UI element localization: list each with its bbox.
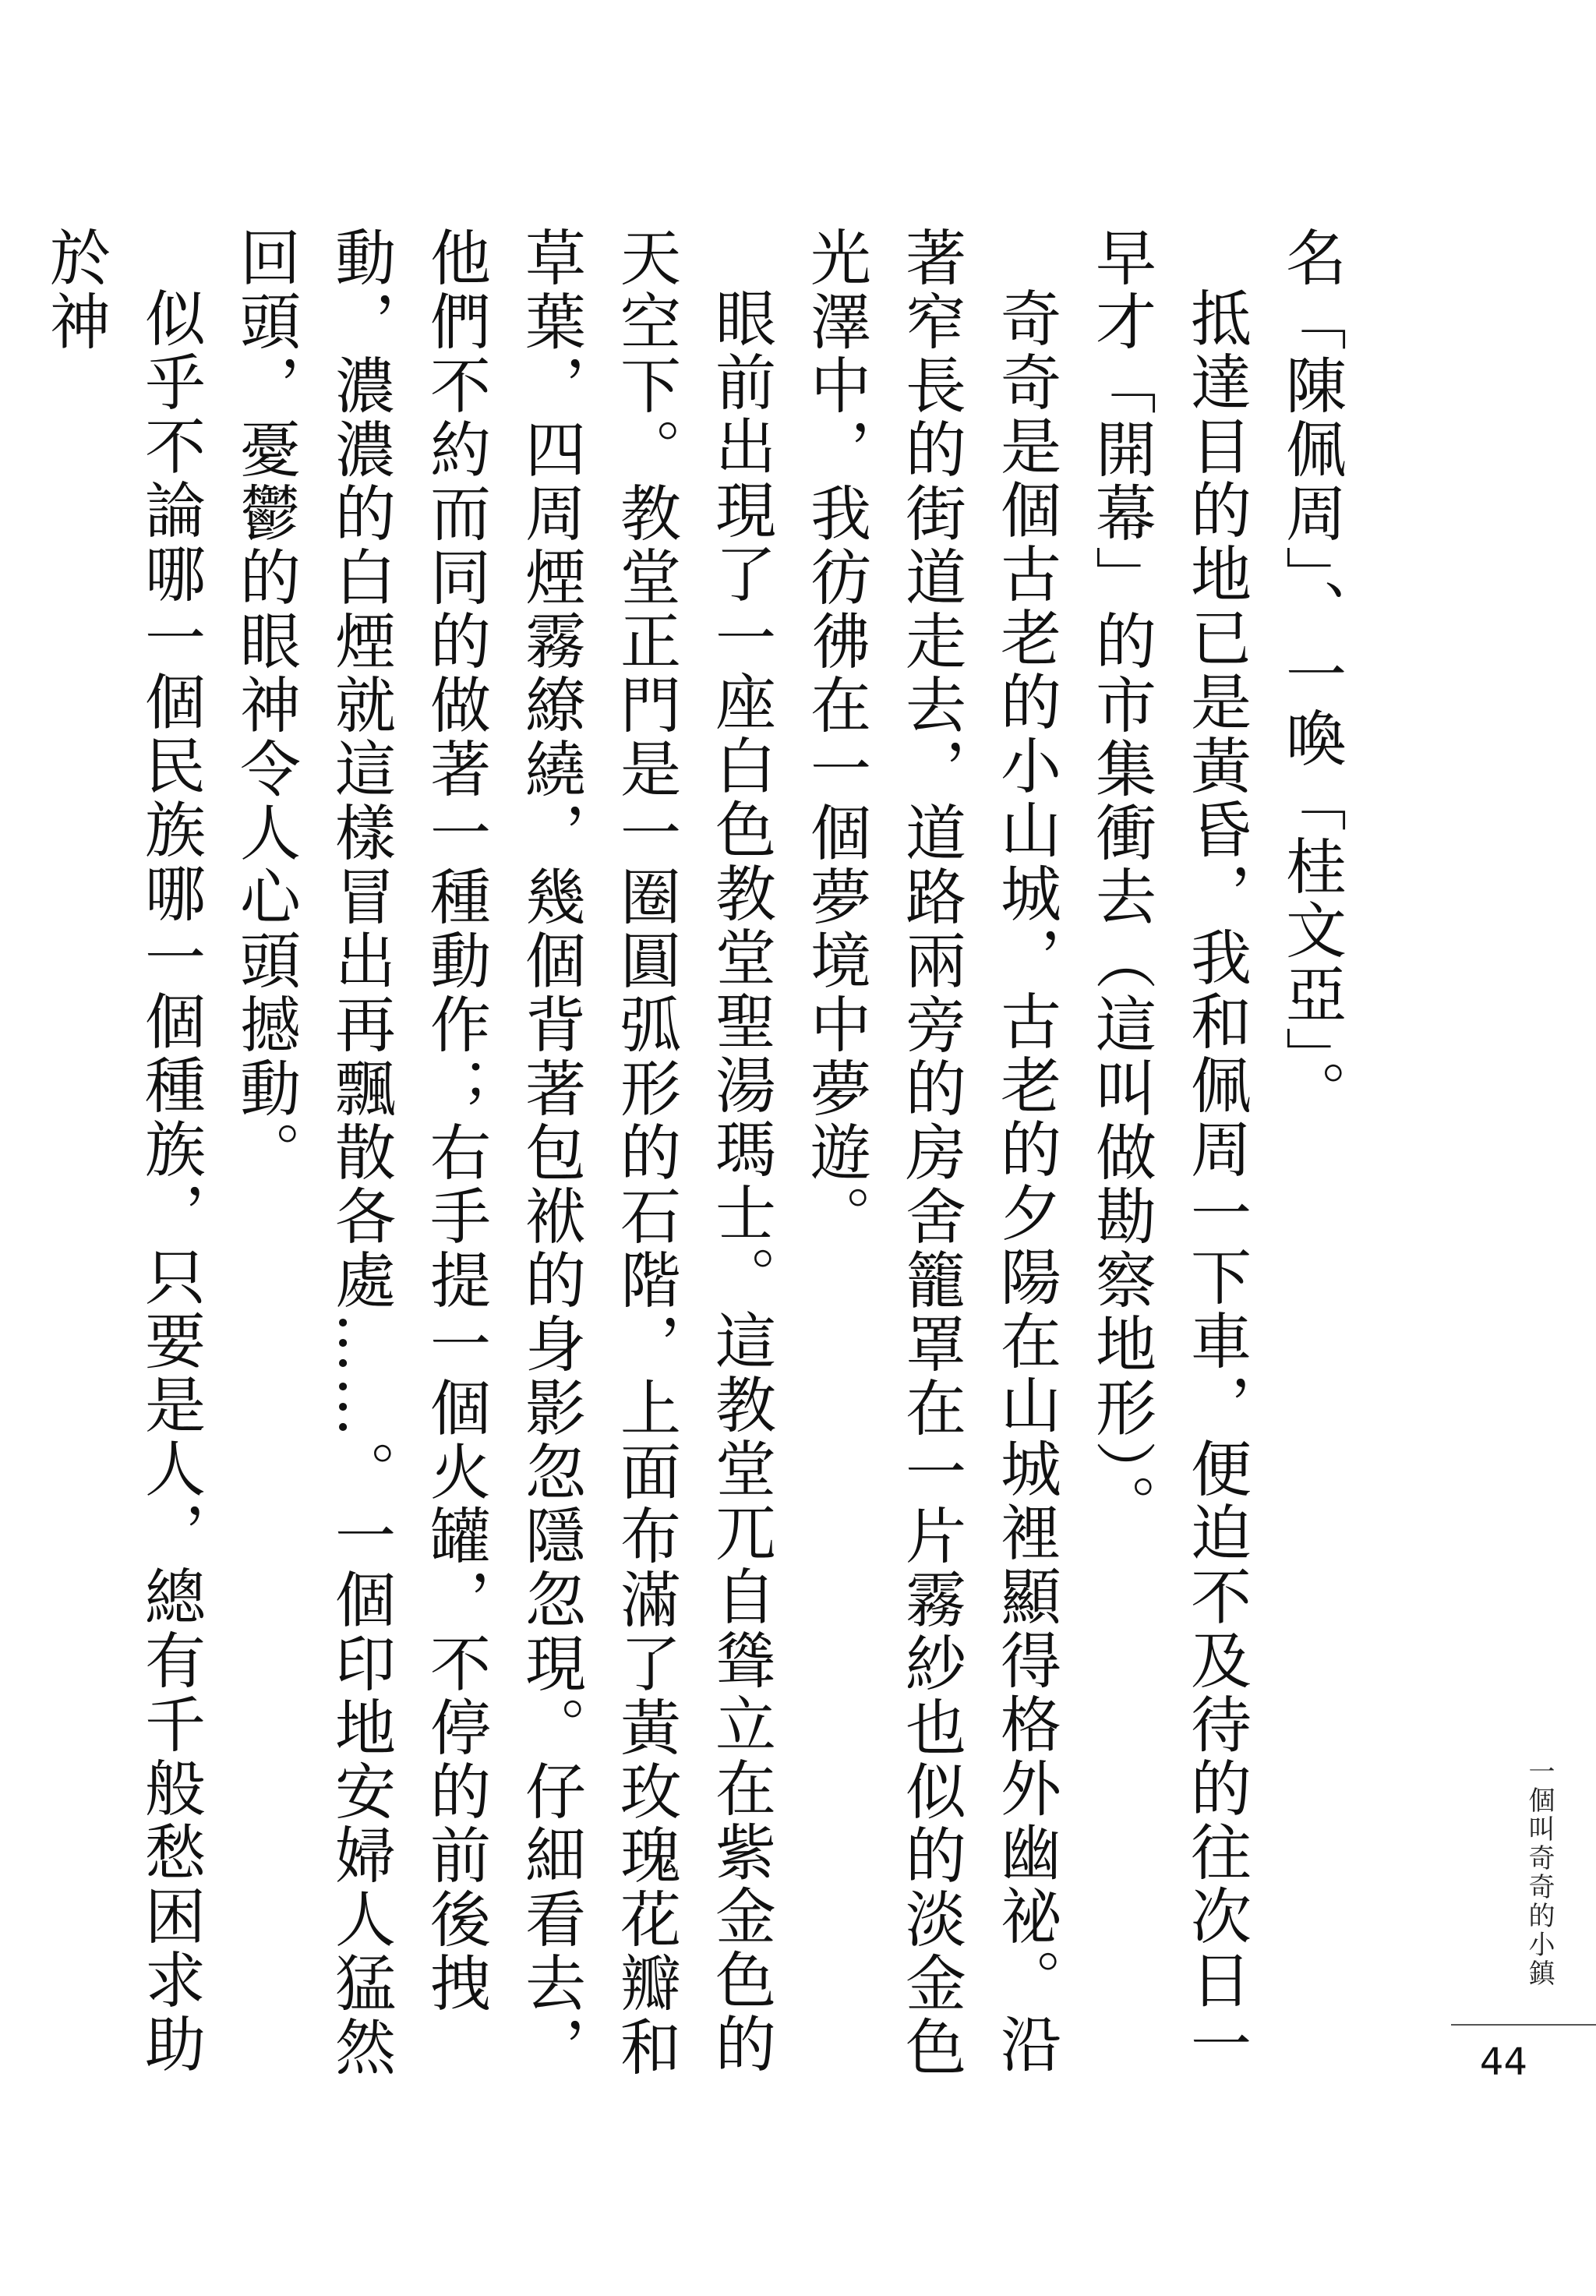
paragraph-church: 眼前出現了一座白色教堂聖湯瑪士。這教堂兀自聳立在紫金色的天空下。教堂正門是一圈圓弧形的石階，上面布滿了黃玫瑰花瓣和草葉，四周煙霧繚繞，幾個背著包袱的身影忽隱忽現。仔細看去，他們不約而同的做著一種動作；右手提一個火罐，不停的前後拽動，濃濃的白煙就這樣冒出再飄散各處……。一個印地安婦人猛然回頭，憂鬱的眼神令人心頭撼動。 [230, 226, 775, 2079]
page-number: 44 [1479, 2040, 1527, 2084]
paragraph-people: 似乎不論哪一個民族哪一個種族，只要是人，總有千般愁困求助於神 [40, 226, 205, 2076]
paragraph-arrival: 抵達目的地已是黃昏，我和佩周一下車，便迫不及待的往次日一早才「開幕」的市集衝去（這叫做勘察地形）。 [1086, 226, 1251, 2076]
running-title: 一個叫奇奇的小鎮 [1524, 1757, 1555, 1988]
folio-divider [1451, 2024, 1596, 2026]
paragraph-town: 奇奇是個古老的小山城，古老的夕陽在山城裡顯得格外幽祕。沿著窄長的街道走去，道路兩旁的房舍籠罩在一片霧紗也似的淡金色光澤中，我彷彿在一個夢境中夢遊。 [800, 226, 1061, 2079]
body-text [40, 226, 1358, 2112]
paragraph-continued: 名「陳佩周」、一喚「桂文亞」。 [1276, 226, 1346, 1124]
